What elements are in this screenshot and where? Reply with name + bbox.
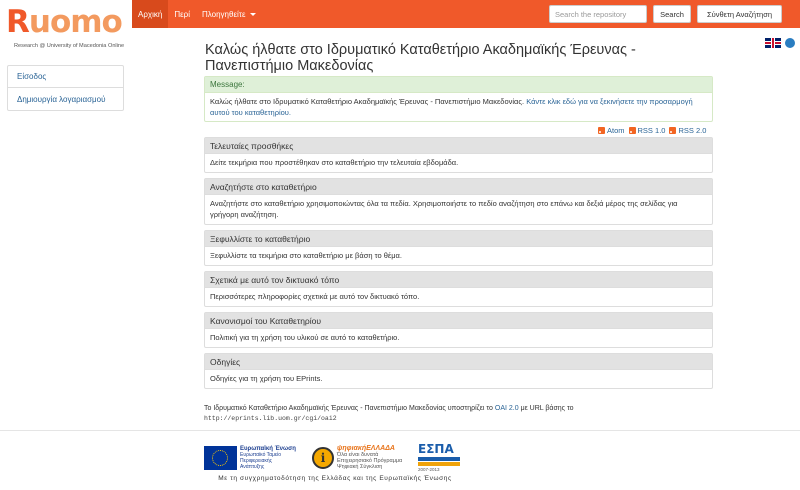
message-text: Καλώς ήλθατε στο Ιδρυματικό Καταθετήριο Ακαδημαϊκής Έρευνας - Πανεπιστήμιο Μακεδονίας.	[210, 97, 525, 106]
uk-flag-icon[interactable]	[765, 38, 781, 48]
digital-greece-text: ψηφιακήΕΛΛΑΔΑ Όλα είναι δυνατά Επιχειρησιακό Πρόγραμμα Ψηφιακή Σύγκλιση	[337, 445, 403, 470]
panel-help	[204, 353, 713, 389]
feed-links	[594, 126, 706, 135]
panel-body: Περισσότερες πληροφορίες σχετικά με αυτό τον δικτυακό τόπο.	[210, 292, 420, 301]
panel-heading[interactable]: Σχετικά με αυτό τον δικτυακό τόπο	[205, 272, 712, 288]
site-logo[interactable]	[0, 0, 132, 58]
search-button[interactable]: Search	[653, 5, 691, 23]
search-input[interactable]	[549, 5, 647, 23]
logo-tagline: Research @ University of Macedonia Online	[14, 43, 125, 49]
feed-icon	[598, 127, 605, 134]
caret-down-icon	[250, 13, 256, 16]
panel-body: Πολιτική για τη χρήση του υλικού σε αυτό το καταθετήριο.	[210, 333, 400, 342]
atom-feed-link[interactable]: Atom	[598, 126, 625, 135]
oai-info: Το Ιδρυματικό Καταθετήριο Ακαδημαϊκής Έρευνας - Πανεπιστήμιο Μακεδονίας υποστηρίζει το OAI 2.0 με URL βάσης το http://eprints.lib.uom.gr/cgi/oai2	[204, 405, 574, 422]
eu-logo	[204, 445, 299, 471]
nav-home[interactable]: Αρχική	[132, 0, 168, 28]
panel-heading[interactable]: Οδηγίες	[205, 354, 712, 370]
panel-heading[interactable]: Ξεφυλλίστε το καταθετήριο	[205, 231, 712, 247]
oai-link[interactable]: OAI 2.0	[494, 405, 519, 412]
panel-body: Δείτε τεκμήρια που προστέθηκαν στο καταθετήριο την τελευταία εβδομάδα.	[210, 158, 459, 167]
sidebar	[7, 65, 124, 111]
panel-search-repository	[204, 178, 713, 225]
digital-greece-logo	[312, 445, 404, 471]
espa-logo: ΕΣΠΑ 2007-2013	[418, 443, 460, 471]
nav-browse-dropdown[interactable]	[196, 0, 262, 28]
panel-body: Οδηγίες για τη χρήση του EPrints.	[210, 374, 323, 383]
advanced-search-button[interactable]: Σύνθετη Αναζήτηση	[697, 5, 782, 23]
sidebar-item-login[interactable]: Είσοδος	[8, 66, 123, 88]
panel-about-site	[204, 271, 713, 307]
globe-icon[interactable]	[785, 38, 795, 48]
panel-policies	[204, 312, 713, 348]
panel-latest-additions	[204, 137, 713, 173]
panel-browse-repository	[204, 230, 713, 266]
cofunding-notice: Με τη συγχρηματοδότηση της Ελλάδας και της Ευρωπαϊκής Ένωσης	[218, 475, 452, 482]
panel-heading[interactable]: Τελευταίες προσθήκες	[205, 138, 712, 154]
rss2-feed-link[interactable]: RSS 2.0	[669, 126, 706, 135]
feed-icon	[669, 127, 676, 134]
info-icon: i	[312, 447, 334, 469]
logo-wordmark: Ruomo	[6, 4, 122, 40]
panel-heading[interactable]: Αναζητήστε στο καταθετήριο	[205, 179, 712, 195]
eu-logo-text: Ευρωπαϊκή Ένωση Ευρωπαϊκό Ταμείο Περιφερειακής Ανάπτυξης	[240, 446, 296, 470]
customize-link[interactable]: Κάντε κλικ εδώ για να ξεκινήσετε την προσαρμογή αυτού του καταθετηρίου.	[210, 97, 693, 117]
rss1-feed-link[interactable]: RSS 1.0	[629, 126, 666, 135]
oai-base-url: http://eprints.lib.uom.gr/cgi/oai2	[204, 415, 337, 422]
sidebar-item-create-account[interactable]: Δημιουργία λογαριασμού	[17, 94, 106, 104]
page-title: Καλώς ήλθατε στο Ιδρυματικό Καταθετήριο Ακαδημαϊκής Έρευνας - Πανεπιστήμιο Μακεδονίας	[205, 42, 636, 74]
nav-browse-label: Πλοηγηθείτε	[201, 9, 246, 19]
feed-icon	[629, 127, 636, 134]
panel-body: Ξεφυλλίστε τα τεκμήρια στο καταθετήριο με βάση το θέμα.	[210, 251, 402, 260]
message-body	[205, 93, 712, 121]
panel-body: Αναζητήστε στο καταθετήριο χρησιμοποιώντας όλα τα πεδία. Χρησιμοποιήστε το πεδίο αναζήτηση στο επάνω και δεξιά μέρος της σελίδας για γρήγορη αναζήτηση.	[210, 199, 678, 219]
nav-about[interactable]: Περί	[174, 9, 190, 19]
message-heading: Message:	[205, 77, 712, 93]
eu-flag-icon	[204, 446, 237, 470]
message-box	[204, 76, 713, 122]
panel-heading[interactable]: Κανονισμοί του Καταθετηρίου	[205, 313, 712, 329]
footer-divider	[0, 430, 800, 431]
main-nav	[132, 0, 262, 28]
